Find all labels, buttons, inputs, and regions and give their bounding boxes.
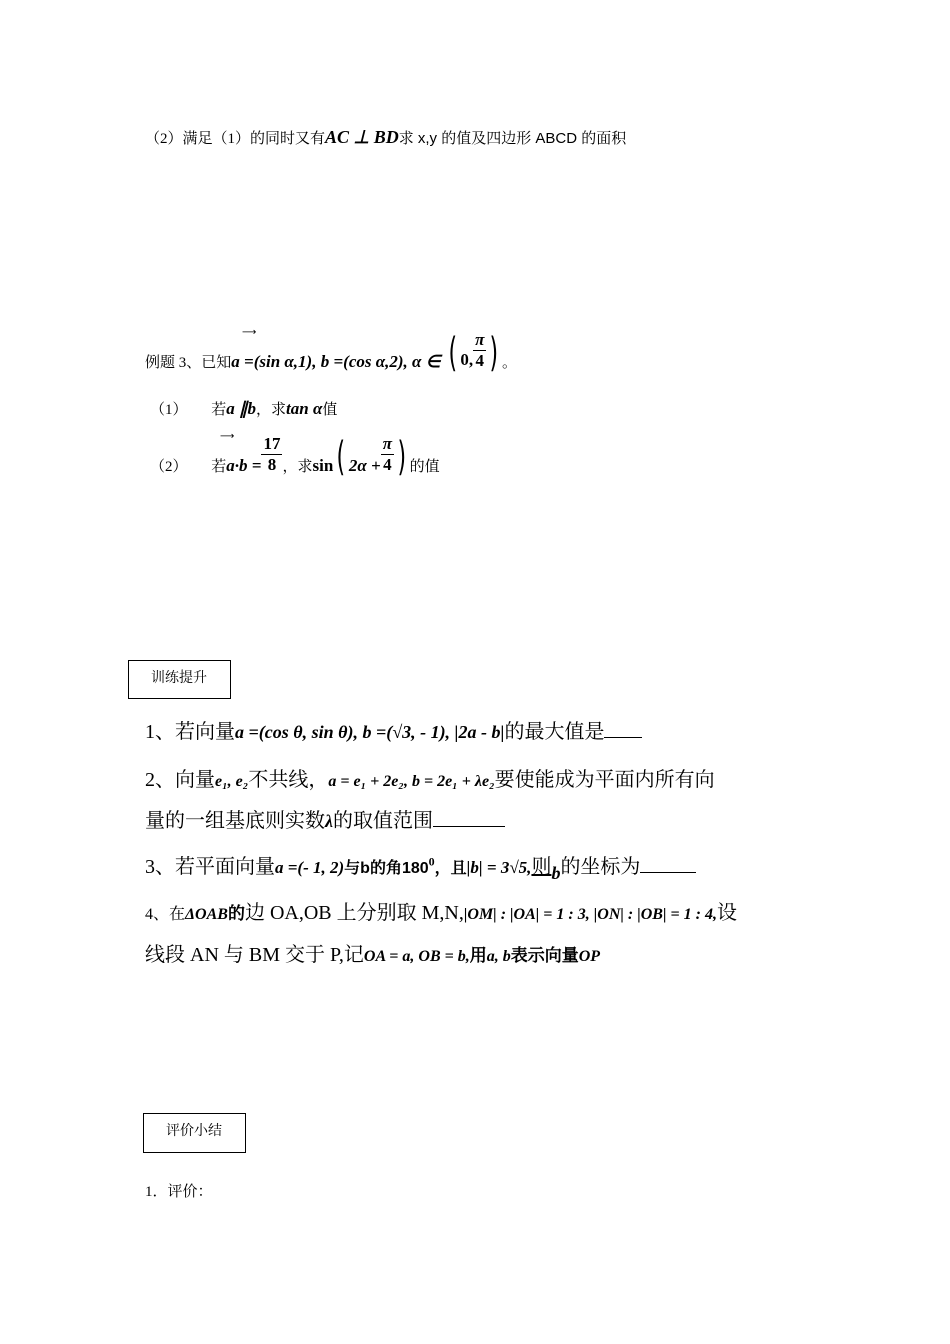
p3-prefix: 3、若平面向量 — [145, 856, 275, 878]
example3-math: a =(sin α,1), b =(cos α,2), α ∈ — [231, 352, 445, 372]
pi-over-4 — [473, 330, 486, 370]
problem-4 — [145, 896, 737, 925]
problem-3 — [145, 850, 696, 883]
left-paren: ( — [448, 330, 457, 377]
p2-lambda: λ — [325, 811, 333, 831]
p2-line2: 量的一组基底则实数 — [145, 810, 325, 832]
example3-q1 — [150, 398, 337, 419]
p4-text: 边 OA,OB 上分别取 M,N, — [244, 902, 464, 924]
p1-answer-blank[interactable] — [604, 736, 642, 738]
q2-left-paren: ( — [336, 434, 346, 481]
problem-4-line2 — [145, 938, 600, 967]
p2-math2: a = e₁ + 2e₂, b = 2e₁ + λe₂ — [328, 773, 495, 790]
summary-section-title: 评价小结 — [166, 1123, 222, 1139]
q1-math: a ∥b — [226, 399, 257, 418]
pi-numerator: π — [475, 330, 485, 349]
p3-mid: 与b的角180 — [344, 860, 429, 877]
p2-line2-tail: 的取值范围 — [333, 810, 433, 832]
p4-op: OP — [578, 948, 601, 965]
p4-end: 表示向量 — [510, 946, 579, 965]
problem-2 — [145, 763, 715, 792]
q2-sin: sin — [312, 456, 334, 476]
p1-tail: 的最大值是 — [504, 721, 605, 743]
p1-math: a =(cos θ, sin θ), b =(√3, - 1), |2a - b| — [235, 722, 505, 742]
p2-math1: e₁, e₂ — [215, 773, 249, 790]
q1-tail: ，求 — [256, 402, 287, 418]
four-denominator: 4 — [475, 350, 485, 370]
example3-intro: 例题 3、已知 — [145, 355, 232, 372]
p3-answer-blank[interactable] — [640, 871, 696, 873]
training-section-box — [128, 660, 231, 699]
example3-end: 。 — [502, 355, 518, 372]
p3-b: b — [551, 863, 561, 883]
example3-q2 — [150, 431, 440, 488]
p1-prefix: 1、若向量 — [145, 721, 235, 743]
q2-right-paren: ) — [397, 434, 407, 481]
q2-math: a·b = — [226, 456, 262, 476]
p2-tail: 要使能成为平面内所有向 — [494, 769, 715, 791]
p3-ze: 则 — [531, 856, 552, 878]
q2-label: （2） — [150, 459, 188, 476]
p4-de: 的 — [227, 904, 245, 923]
problem-2-line2 — [145, 804, 505, 833]
p3-math2: |b| = 3√5, — [466, 858, 532, 877]
q2-text: 若 — [211, 459, 227, 476]
q2-pi-over-4 — [381, 434, 394, 474]
q1-math2: tan α — [286, 399, 323, 418]
p4-yong: 用 — [469, 946, 487, 965]
q2-end: 的值 — [409, 459, 440, 476]
p2-prefix: 2、向量 — [145, 769, 215, 791]
p3-mid2: ，且 — [434, 860, 467, 877]
q2-mid: ，求 — [282, 459, 313, 476]
p4-math: |OM| : |OA| = 1 : 3, |ON| : |OB| = 1 : 4, — [463, 906, 717, 923]
p4-tail: 设 — [716, 902, 737, 924]
p4-prefix: 4、在 — [145, 906, 186, 923]
q1-end: 值 — [322, 402, 338, 418]
part2-line — [145, 127, 626, 148]
right-paren: ) — [489, 330, 499, 377]
vector-arrow-a: ⟶ — [242, 327, 255, 338]
p4-line2: 线段 AN 与 BM 交于 P,记 — [145, 944, 364, 966]
part2-tail: 求 x,y 的值及四边形 ABCD 的面积 — [398, 130, 627, 147]
q2-inner: 2α + — [348, 456, 381, 476]
q1-label: （1） — [150, 402, 188, 418]
q2-numerator: 17 — [263, 434, 281, 453]
training-section-title: 训练提升 — [151, 670, 207, 686]
q1-text: 若 — [211, 402, 227, 418]
p2-answer-blank[interactable] — [433, 825, 505, 827]
example3-line — [145, 327, 518, 384]
summary-item-1: 1．评价： — [145, 1184, 213, 1200]
seventeen-eighths — [261, 434, 282, 474]
q2-four: 4 — [383, 454, 392, 474]
p3-degree: 0 — [428, 854, 435, 869]
p4-math2: OA = a, OB = b, — [363, 948, 470, 965]
q2-pi: π — [382, 434, 393, 453]
p2-mid: 不共线， — [248, 769, 329, 791]
p3-math: a =(- 1, 2) — [275, 858, 345, 877]
q2-denominator: 8 — [267, 454, 277, 474]
problem-1 — [145, 715, 642, 744]
part2-label: （2）满足（1）的同时又有 — [145, 131, 326, 147]
part2-math: AC ⊥ BD — [325, 127, 399, 147]
vector-arrow-ab: ⟶ — [220, 431, 233, 442]
p4-ab: a, b — [486, 948, 511, 965]
summary-section-box — [143, 1113, 246, 1153]
p4-triangle: ΔOAB — [185, 906, 228, 923]
interval-left: 0, — [460, 350, 474, 370]
p3-tail: 的坐标为 — [560, 856, 641, 878]
